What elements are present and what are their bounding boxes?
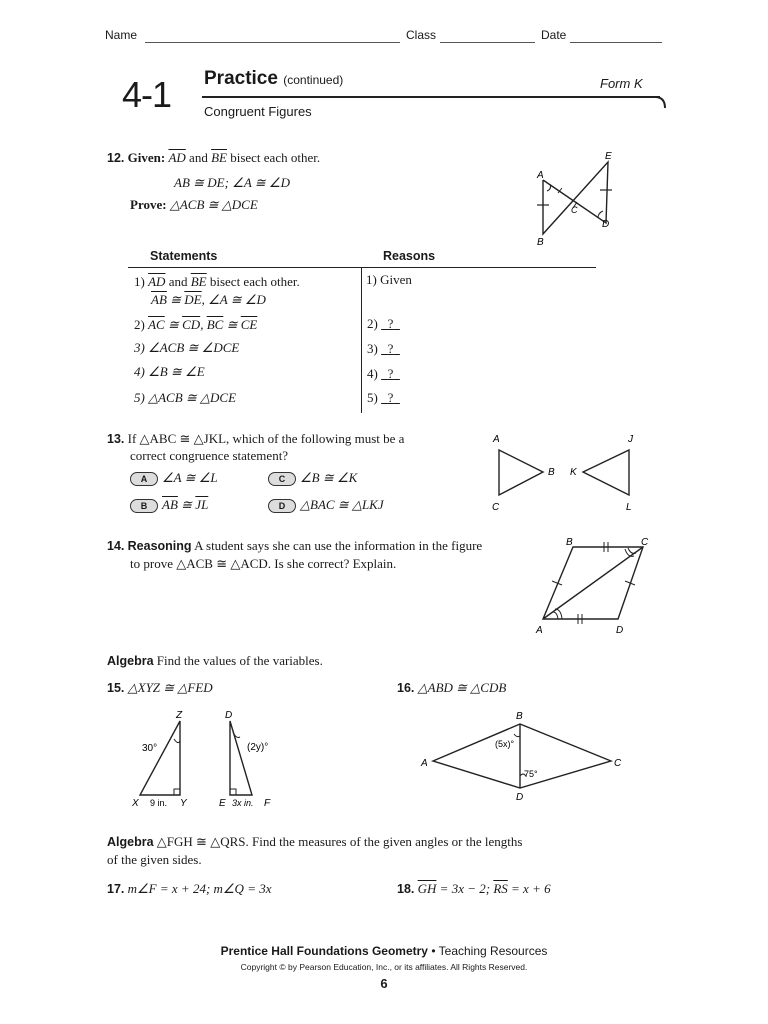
p12-prove: Prove: △ACB ≅ △DCE — [130, 197, 258, 212]
algebra-heading-2-line2: of the given sides. — [107, 852, 202, 867]
p15-label-f: F — [264, 798, 271, 809]
p17-statement: 17. m∠F = x + 24; m∠Q = 3x — [107, 881, 272, 896]
table-row-4-statement: 4) ∠B ≅ ∠E — [134, 364, 205, 379]
table-header-rule — [128, 267, 596, 268]
page-number: 6 — [380, 976, 388, 991]
p13-option-b[interactable]: B $\overline{AB}$ ≅ $\overline{JL}$ — [130, 497, 208, 513]
p16-figure — [415, 706, 635, 806]
p14-question-2: to prove △ACB ≅ △ACD. Is she correct? Explain. — [130, 556, 397, 571]
p15-label-z: Z — [176, 710, 183, 721]
p13-label-j: J — [628, 434, 633, 445]
title-rule-curl — [655, 96, 667, 110]
table-row-4-reason[interactable]: 4) ? — [367, 366, 394, 381]
p15-side-3x: 3x in. — [232, 798, 254, 808]
p13-question-2: correct congruence statement? — [130, 448, 289, 463]
lesson-subtitle: Congruent Figures — [204, 104, 312, 119]
reasons-header: Reasons — [383, 249, 436, 263]
p15-label-y: Y — [180, 798, 187, 809]
p12-label-b: B — [537, 237, 544, 248]
table-row-2-statement: 2) $\overline{AC}$ ≅ $\overline{CD}$, $\overline{BC}$ ≅ $\overline{CE}$ — [134, 317, 258, 332]
footer-copyright: Copyright © by Pearson Education, Inc., or its affiliates. All Rights Reserved. — [240, 962, 528, 972]
p13-label-k: K — [570, 467, 577, 478]
practice-title: Practice (continued) — [204, 68, 344, 89]
table-divider — [361, 267, 362, 413]
p14-label-a: A — [536, 625, 543, 636]
table-row-5-statement: 5) △ACB ≅ △DCE — [134, 390, 237, 405]
p16-label-d: D — [516, 792, 524, 803]
table-row-5-reason[interactable]: 5) ? — [367, 390, 394, 405]
table-row-1-statement-2: $\overline{AB}$ ≅ $\overline{DE}$, ∠A ≅ ∠D — [151, 292, 266, 307]
p16-angle-75: 75° — [524, 769, 538, 779]
p13-label-l: L — [626, 502, 632, 513]
lesson-number: 4-1 — [122, 74, 172, 115]
algebra-heading-1: Algebra Find the values of the variables. — [107, 653, 323, 668]
p15-label-e: E — [219, 798, 226, 809]
p13-figure — [488, 430, 638, 515]
p12-given: 12. Given: $\overline{AD}$ and $\overline{BE}$ bisect each other. — [107, 150, 321, 165]
p12-figure — [528, 148, 623, 248]
form-label: Form K — [600, 76, 643, 91]
p15-figure — [128, 707, 288, 812]
p12-label-e: E — [605, 151, 612, 162]
p15-angle-30: 30° — [142, 743, 158, 754]
p13-question-1: 13. If △ABC ≅ △JKL, which of the following must be a — [107, 431, 405, 446]
table-row-3-statement: 3) ∠ACB ≅ ∠DCE — [134, 340, 240, 355]
p12-label-c: C — [571, 205, 578, 215]
p14-label-d: D — [616, 625, 624, 636]
title-rule — [202, 96, 660, 98]
algebra-heading-2: Algebra △FGH ≅ △QRS. Find the measures of the given angles or the lengths — [107, 834, 523, 849]
p16-label-a: A — [421, 758, 428, 769]
table-row-3-reason[interactable]: 3) ? — [367, 341, 394, 356]
p12-given-line2: AB ≅ DE; ∠A ≅ ∠D — [174, 175, 290, 190]
name-field[interactable] — [145, 42, 400, 43]
date-field[interactable] — [570, 42, 662, 43]
name-label: Name — [105, 28, 138, 42]
statements-header: Statements — [150, 249, 218, 263]
p15-angle-2y: (2y)° — [247, 742, 269, 753]
class-field[interactable] — [440, 42, 535, 43]
p14-question-1: 14. Reasoning A student says she can use the information in the figure — [107, 538, 483, 553]
p15-statement: 15. △XYZ ≅ △FED — [107, 680, 213, 695]
p16-angle-5x: (5x)° — [495, 739, 515, 749]
class-label: Class — [406, 28, 437, 42]
p15-side-9: 9 in. — [150, 798, 168, 808]
p14-figure — [528, 535, 658, 640]
p16-statement: 16. △ABD ≅ △CDB — [397, 680, 507, 695]
p13-option-a[interactable]: A ∠A ≅ ∠L — [130, 470, 218, 486]
p12-label-d: D — [602, 219, 610, 230]
table-row-1-reason: 1) Given — [366, 272, 412, 287]
footer-title: Prentice Hall Foundations Geometry • Teaching Resources — [220, 944, 548, 958]
p15-label-x: X — [132, 798, 139, 809]
p18-statement: 18. $\overline{GH} = 3x - 2$; $\overline{RS} = x + 6$ — [397, 881, 551, 896]
p14-label-b: B — [566, 537, 573, 548]
p13-label-a: A — [493, 434, 500, 445]
date-label: Date — [541, 28, 567, 42]
p16-label-b: B — [516, 711, 523, 722]
p13-option-c[interactable]: C ∠B ≅ ∠K — [268, 470, 357, 486]
p16-label-c: C — [614, 758, 622, 769]
p14-label-c: C — [641, 537, 649, 548]
p12-label-a: A — [537, 170, 544, 181]
table-row-1-statement: 1) $\overline{AD}$ and $\overline{BE}$ bisect each other. — [134, 274, 300, 289]
p13-label-c: C — [492, 502, 500, 513]
table-row-2-reason[interactable]: 2) ? — [367, 316, 394, 331]
p13-label-b: B — [548, 467, 555, 478]
p13-option-d[interactable]: D △BAC ≅ △LKJ — [268, 497, 384, 513]
p15-label-d: D — [225, 710, 233, 721]
